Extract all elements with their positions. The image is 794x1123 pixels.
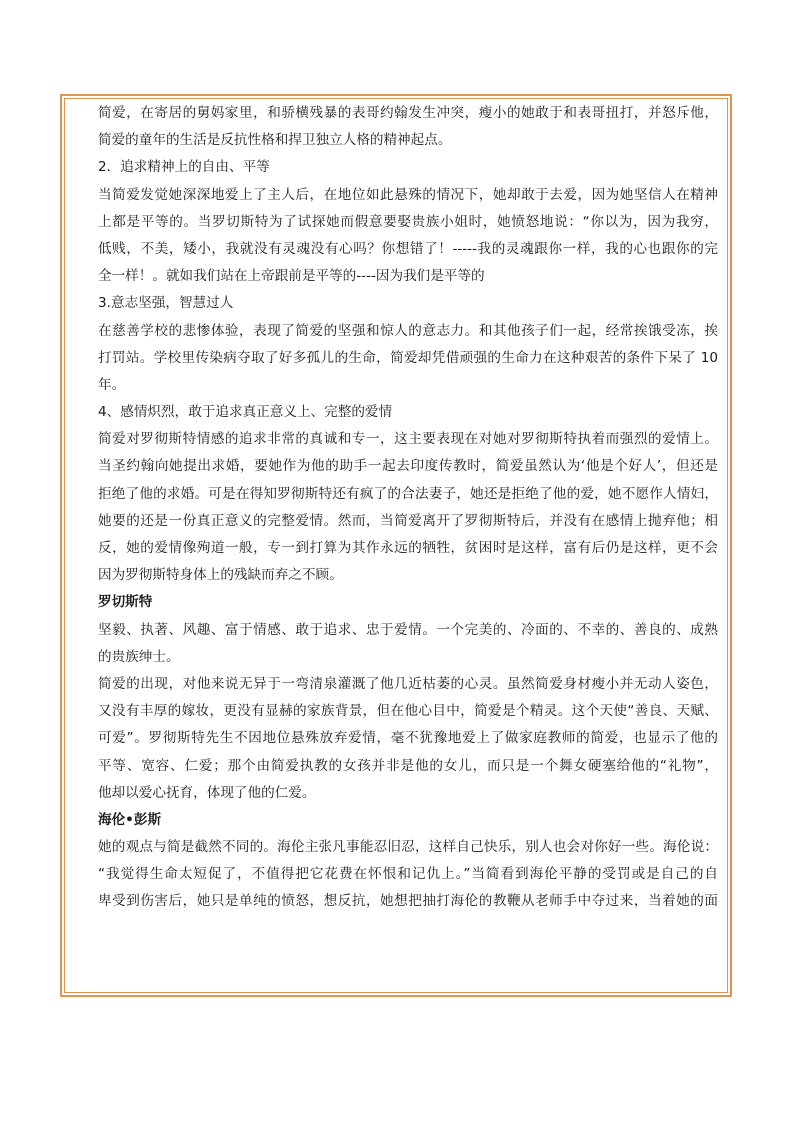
document-body [98,100,718,916]
text-line: 当简爱发觉她深深地爱上了主人后，在地位如此悬殊的情况下，她却敢于去爱，因为她坚信人在精神 [98,186,718,203]
text-line: 简爱对罗彻斯特情感的追求非常的真诚和专一，这主要表现在对她对罗彻斯特执着而强烈的爱情上。 [98,431,718,448]
text-line: 简爱，在寄居的舅妈家里，和骄横残暴的表哥约翰发生冲突，瘦小的她敢于和表哥扭打，并怒斥他， [98,105,718,121]
text-line: 反，她的爱情像殉道一般，专一到打算为其作永远的牺牲，贫困时是这样，富有后仍是这样，更不会 [98,540,718,556]
text-line: 可爱”。罗彻斯特先生不因地位悬殊放弃爱情，毫不犹豫地爱上了做家庭教师的简爱，也显示了他的 [98,730,718,747]
text-line: 的贵族绅士。 [98,648,180,665]
text-line: 她要的还是一份真正意义的完整爱情。然而，当简爱离开了罗彻斯特后，并没有在感情上抛弃他；相 [98,512,718,529]
text-line: 又没有丰厚的嫁妆，更没有显赫的家族背景，但在他心目中，简爱是个精灵。这个天使“善良、天赋、 [98,703,718,720]
text-line: 平等、宽容、仁爱；那个由简爱执教的女孩并非是他的女儿，而只是一个舞女硬塞给他的“礼物”， [98,757,718,774]
text-line: 在慈善学校的悲惨体验，表现了简爱的坚强和惊人的意志力。和其他孩子们一起，经常挨饿受冻，挨 [98,322,718,339]
text-line: 坚毅、执著、风趣、富于情感、敢于追求、忠于爱情。一个完美的、冷面的、不幸的、善良的、成熟 [98,621,718,638]
text-line: 简爱的童年的生活是反抗性格和捍卫独立人格的精神起点。 [98,132,452,149]
text-line: 因为罗彻斯特身体上的残缺而弃之不顾。 [98,567,343,584]
text-line: 简爱的出现，对他来说无异于一弯清泉灌溉了他几近枯萎的心灵。虽然简爱身材瘦小并无动人姿色， [98,675,718,692]
text-line: 低贱，不美，矮小，我就没有灵魂没有心吗？你想错了！-----我的灵魂跟你一样，我的心也跟你的完 [98,240,718,257]
text-line: “我觉得生命太短促了，不值得把它花费在怀恨和记仇上。”当简看到海伦平静的受罚或是自己的自 [98,866,718,883]
text-line: 2．追求精神上的自由、平等 [98,159,270,176]
text-line: 当圣约翰向她提出求婚，要她作为他的助手一起去印度传教时，简爱虽然认为‘他是个好人’，但还是 [98,458,718,475]
text-line: 年。 [98,376,126,393]
section-heading: 海伦•彭斯 [98,811,162,828]
text-line: 打罚站。学校里传染病夺取了好多孤儿的生命，简爱却凭借顽强的生命力在这种艰苦的条件下呆了 10 [98,349,718,366]
text-line: 3.意志坚强，智慧过人 [98,295,234,312]
text-line: 上都是平等的。当罗切斯特为了试探她而假意要娶贵族小姐时，她愤怒地说：“你以为，因为我穷， [98,213,718,230]
text-line: 4、感情炽烈，敢于追求真正意义上、完整的爱情 [98,404,393,421]
text-line: 拒绝了他的求婚。可是在得知罗彻斯特还有疯了的合法妻子，她还是拒绝了他的爱，她不愿作人情妇， [98,485,718,502]
text-line: 全一样！。就如我们站在上帝跟前是平等的----因为我们是平等的 [98,268,485,285]
text-line: 她的观点与简是截然不同的。海伦主张凡事能忍旧忍，这样自己快乐，别人也会对你好一些。海伦说： [98,839,718,856]
text-line: 卑受到伤害后，她只是单纯的愤怒，想反抗，她想把抽打海伦的教鞭从老师手中夺过来，当着她的面 [98,893,718,910]
section-heading: 罗切斯特 [98,594,153,611]
text-line: 他却以爱心抚育，体现了他的仁爱。 [98,784,316,801]
